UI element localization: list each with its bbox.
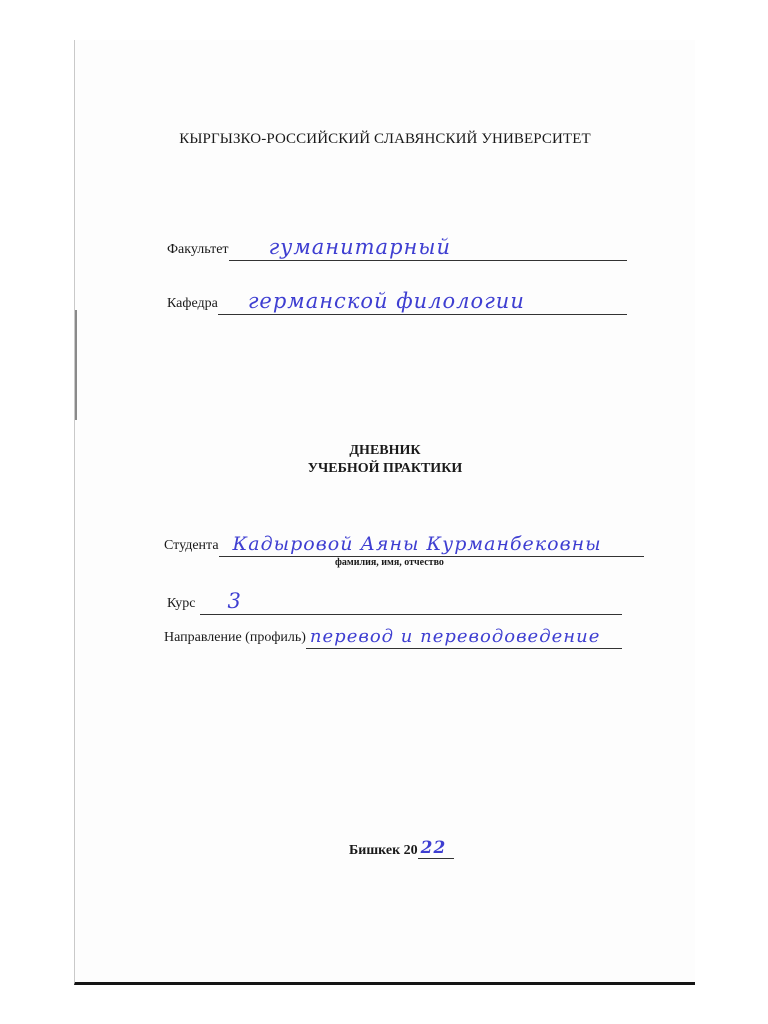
department-handwritten: германской филологии	[247, 289, 525, 313]
student-label: Студента	[164, 538, 219, 553]
direction-row	[164, 618, 622, 649]
direction-label: Направление (профиль)	[164, 630, 306, 645]
city-label: Бишкек 20	[349, 843, 418, 858]
direction-line	[306, 618, 622, 649]
faculty-handwritten: гуманитарный	[268, 235, 451, 259]
direction-handwritten: перевод и переводоведение	[309, 626, 601, 647]
student-row	[164, 526, 644, 557]
course-row	[167, 584, 622, 615]
document-page	[74, 40, 695, 985]
document-title-line2: УЧЕБНОЙ ПРАКТИКИ	[307, 461, 463, 476]
student-handwritten: Кадыровой Аяны Курманбековны	[232, 533, 602, 555]
department-row	[167, 284, 627, 315]
department-line	[218, 284, 627, 315]
faculty-row	[167, 230, 627, 261]
course-label: Курс	[167, 596, 196, 611]
city-year	[349, 840, 454, 859]
university-name: КЫРГЫЗКО-РОССИЙСКИЙ СЛАВЯНСКИЙ УНИВЕРСИТЕТ	[179, 131, 591, 147]
page-edge-mark	[75, 310, 77, 420]
student-line	[219, 526, 644, 557]
faculty-line	[229, 230, 627, 261]
course-line	[200, 584, 623, 615]
department-label: Кафедра	[167, 296, 218, 311]
faculty-label: Факультет	[167, 242, 229, 257]
year-line	[418, 840, 454, 859]
year-handwritten: 22	[420, 838, 447, 858]
student-caption: фамилия, имя, отчество	[335, 557, 444, 568]
course-handwritten: 3	[227, 589, 242, 613]
document-title-line1: ДНЕВНИК	[349, 443, 421, 458]
